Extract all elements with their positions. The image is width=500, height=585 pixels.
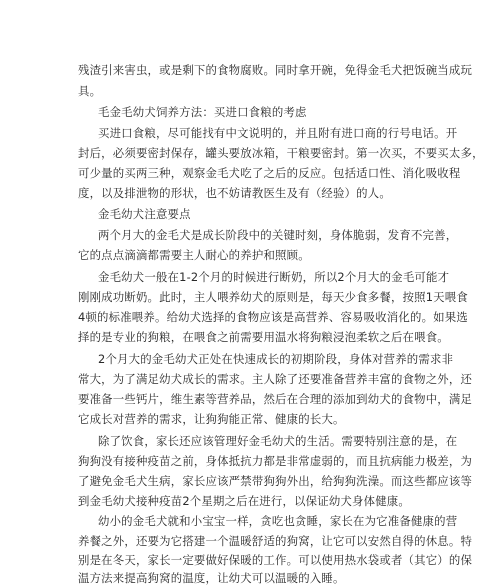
paragraph-line: 买进口食粮，尽可能找有中文说明的，并且附有进口商的行号电话。开 <box>98 126 458 140</box>
paragraph-line: 4顿的标准喂养。给幼犬选择的食物应该是高营养、容易吸收消化的。如果选 <box>78 310 468 324</box>
paragraph-line: 2个月大的金毛幼犬正处在快速成长的初期阶段，身体对营养的需求非 <box>98 352 454 366</box>
paragraph-line: 残渣引来害虫，或是剩下的食物腐败。同时拿开碗，免得金毛犬把饭碗当成玩 <box>78 63 473 77</box>
paragraph-line: 要准备一些钙片，维生素等营养品，然后在合理的添加到幼犬的食物中，满足 <box>78 392 473 406</box>
paragraph-line: 可少量的买两三种，观察金毛犬吃了之后的反应。包括适口性、消化吸收程 <box>78 166 461 180</box>
paragraph-line: 它成长对营养的需求，让狗狗能正常、健康的长大。 <box>78 412 345 426</box>
paragraph-line: 了避免金毛犬生病，家长应该严禁带狗狗外出，给狗狗洗澡。而这些都应该等 <box>78 474 473 488</box>
paragraph-line: 常大，为了满足幼犬成长的需求。主人除了还要准备营养丰富的食物之外，还 <box>78 372 473 386</box>
paragraph-line: 温方法来提高狗窝的温度，让幼犬可以温暖的入睡。 <box>78 571 345 585</box>
paragraph-line: 刚刚成功断奶。此时，主人喂养幼犬的原则是，每天少食多餐，按照1天喂食 <box>78 290 468 304</box>
paragraph-line: 具。 <box>78 84 102 98</box>
paragraph-line: 金毛幼犬一般在1-2个月的时候进行断奶，所以2个月大的金毛可能才 <box>98 270 450 284</box>
paragraph-line: 两个月大的金毛犬是成长阶段中的关键时刻，身体脆弱，发育不完善， <box>98 228 458 242</box>
paragraph-line: 幼小的金毛犬就和小宝宝一样，贪吃也贪睡，家长在为它准备健康的营 <box>98 514 458 528</box>
paragraph-line: 到金毛幼犬接种疫苗2个星期之后在进行，以保证幼犬身体健康。 <box>78 494 410 508</box>
paragraph-line: 封后，必须要密封保存，罐头要放冰箱，干粮要密封。第一次买，不要买太多， <box>78 146 484 160</box>
paragraph-line: 除了饮食，家长还应该管理好金毛幼犬的生活。需要特别注意的是，在 <box>98 434 458 448</box>
section-heading: 金毛幼犬注意要点 <box>98 207 191 221</box>
paragraph-line: 择的是专业的狗粮，在喂食之前需要用温水将狗粮浸泡柔软之后在喂食。 <box>78 330 449 344</box>
paragraph-line: 养餐之外，还要为它搭建一个温暖舒适的狗窝，让它可以安然自得的休息。特 <box>78 534 473 548</box>
paragraph-line: 狗狗没有接种疫苗之前，身体抵抗力都是非常虚弱的，而且抗病能力极差，为 <box>78 454 473 468</box>
paragraph-line: 它的点点滴滴都需要主人耐心的养护和照顾。 <box>78 248 310 262</box>
paragraph-line: 别是在冬天，家长一定要做好保暖的工作。可以使用热水袋或者（其它）的保 <box>78 553 473 567</box>
paragraph-line: 度，以及排泄物的形状，也不妨请教医生及有（经验）的人。 <box>78 186 391 200</box>
section-heading: 毛金毛幼犬饲养方法：买进口食粮的考虑 <box>98 105 307 119</box>
